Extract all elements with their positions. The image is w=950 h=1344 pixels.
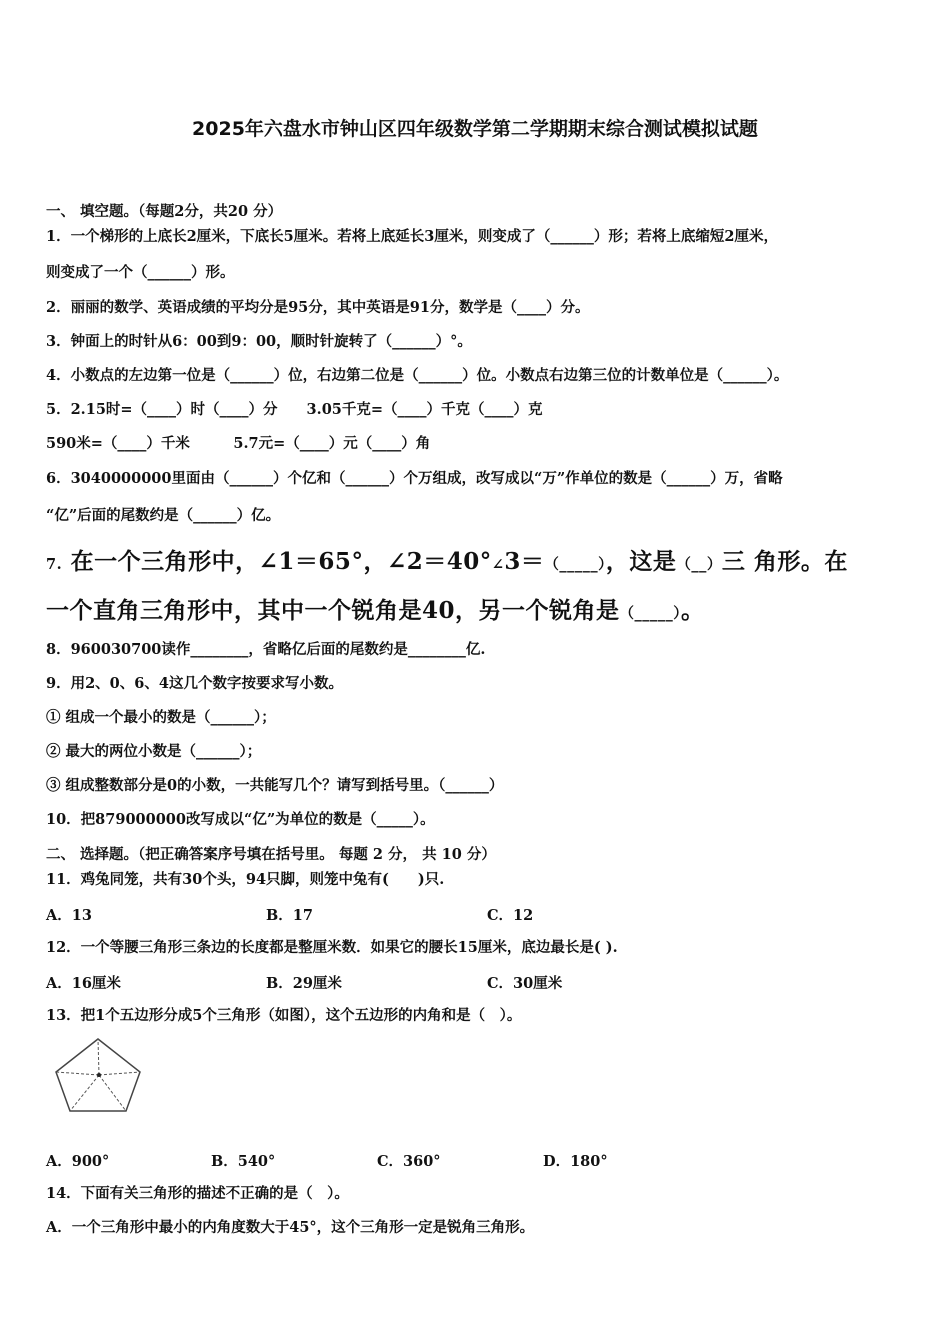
question-7-text-d: 三 角形。在 [721, 548, 848, 575]
question-7-number: 7. [46, 556, 63, 573]
question-7-text-a: 在一个三角形中，∠1＝65°，∠2＝40° [70, 548, 492, 575]
question-7-line-1 [46, 547, 848, 580]
question-7-blank-1: （_____） [544, 556, 606, 573]
question-5-line-1: 5．2.15时=（____）时（____）分 3.05千克=（____）千克（____）克 [46, 401, 543, 418]
question-7-line-2 [46, 596, 705, 629]
question-7-blank-3: （_____） [619, 605, 682, 622]
question-1-line-1: 1．一个梯形的上底长2厘米，下底长5厘米。若将上底延长3厘米，则变成了（______）形；若将上底缩短2厘米， [46, 228, 778, 245]
question-7-text-f: 。 [681, 597, 705, 624]
question-7-text-e: 一个直角三角形中，其中一个锐角是40，另一个锐角是 [46, 597, 620, 624]
section2-heading: 二、 选择题。（把正确答案序号填在括号里。 每题 2 分， 共 10 分） [46, 846, 496, 863]
question-7-text-c: ，这是 [605, 548, 677, 575]
question-13-option-a: A．900° [46, 1153, 110, 1170]
pentagon-center-point [97, 1073, 101, 1077]
question-5-line-2: 590米=（____）千米 5.7元=（____）元（____）角 [46, 435, 431, 452]
question-13-option-b: B．540° [211, 1153, 276, 1170]
question-6-line-2: “亿”后面的尾数约是（______）亿。 [46, 507, 281, 524]
question-9-part-3: ③ 组成整数部分是0的小数，一共能写几个？请写到括号里。（______） [46, 777, 504, 794]
question-11-option-a: A．13 [46, 907, 92, 924]
question-11-option-c: C．12 [487, 907, 534, 924]
question-12-option-c: C．30厘米 [487, 975, 563, 992]
question-12-option-b: B．29厘米 [266, 975, 342, 992]
question-4: 4．小数点的左边第一位是（______）位，右边第二位是（______）位。小数点右边第三位的计数单位是（______）。 [46, 367, 789, 384]
page-title: 2025年六盘水市钟山区四年级数学第二学期期末综合测试模拟试题 [192, 118, 758, 140]
question-7-angle-symbol: ∠ [491, 556, 505, 573]
question-3: 3．钟面上的时针从6：00到9：00，顺时针旋转了（______）°。 [46, 333, 472, 350]
section1-heading: 一、 填空题。（每题2分，共20 分） [46, 203, 283, 220]
question-9-part-1: ① 组成一个最小的数是（______）； [46, 709, 276, 726]
question-1-line-2: 则变成了一个（______）形。 [46, 264, 235, 281]
question-13: 13．把1个五边形分成5个三角形（如图），这个五边形的内角和是（ ）。 [46, 1007, 522, 1024]
question-13-option-c: C．360° [377, 1153, 441, 1170]
question-11-option-b: B．17 [266, 907, 313, 924]
question-11: 11．鸡兔同笼，共有30个头，94只脚，则笼中兔有( )只. [46, 871, 445, 888]
question-9-part-2: ② 最大的两位小数是（______）； [46, 743, 262, 760]
question-13-option-d: D．180° [543, 1153, 608, 1170]
pentagon-figure [52, 1036, 144, 1114]
question-9: 9．用2、0、6、4这几个数字按要求写小数。 [46, 675, 343, 692]
question-12-option-a: A．16厘米 [46, 975, 121, 992]
question-7-text-b: 3＝ [504, 548, 545, 575]
question-7-blank-2: （__） [676, 556, 722, 573]
question-8: 8．960030700读作________，省略亿后面的尾数约是________亿. [46, 641, 486, 658]
question-2: 2．丽丽的数学、英语成绩的平均分是95分，其中英语是91分，数学是（____）分。 [46, 299, 590, 316]
question-14: 14．下面有关三角形的描述不正确的是（ ）。 [46, 1185, 349, 1202]
question-6-line-1: 6．3040000000里面由（______）个亿和（______）个万组成，改写成以“万”作单位的数是（______）万，省略 [46, 470, 783, 487]
question-14-option-a: A．一个三角形中最小的内角度数大于45°，这个三角形一定是锐角三角形。 [46, 1219, 535, 1236]
question-12: 12．一个等腰三角形三条边的长度都是整厘米数．如果它的腰长15厘米，底边最长是( ). [46, 939, 618, 956]
question-10: 10．把879000000改写成以“亿”为单位的数是（_____）。 [46, 811, 435, 828]
